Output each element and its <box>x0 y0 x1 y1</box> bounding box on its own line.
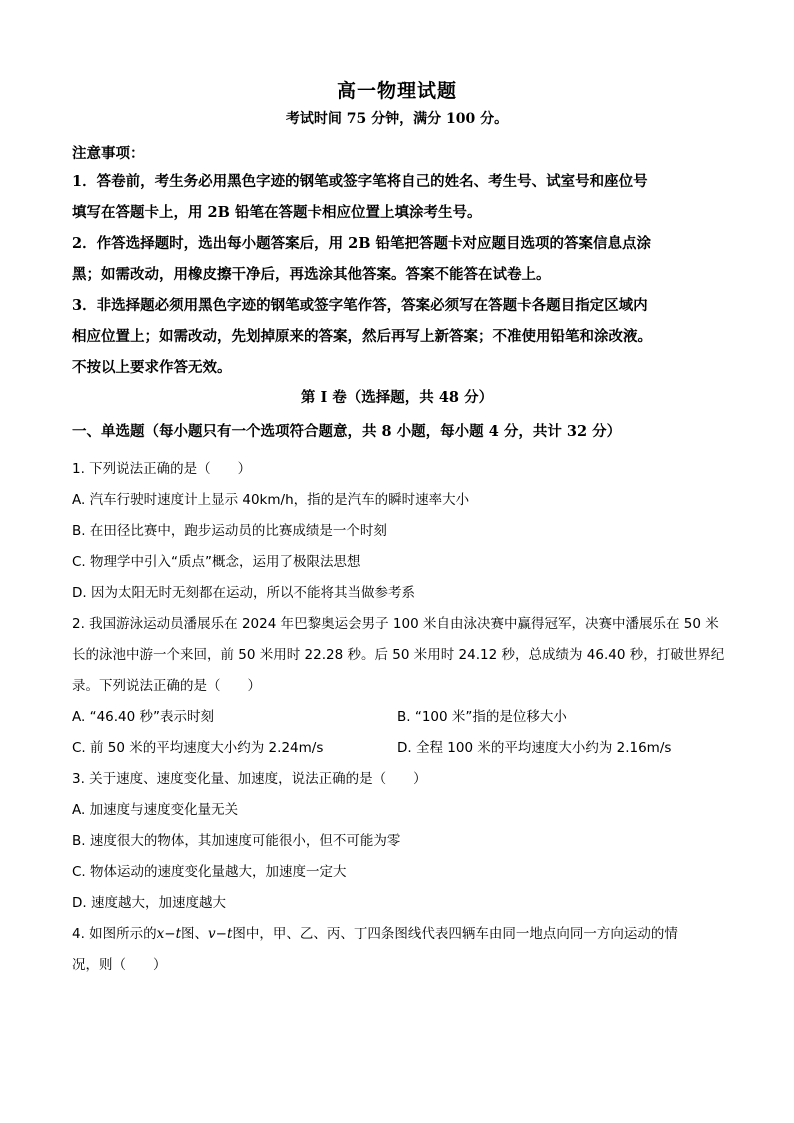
notice-list <box>72 166 732 383</box>
question-2-stem-line-1: 2. 我国游泳运动员潘展乐在 2024 年巴黎奥运会男子 100 米自由泳决赛中赢得冠军，决赛中潘展乐在 50 米 <box>72 616 719 632</box>
notice-item-3-line-3: 不按以上要求作答无效。 <box>72 359 232 376</box>
question-2-options-row-2 <box>72 733 732 764</box>
question-3-option-d: D. 速度越大，加速度越大 <box>72 895 226 911</box>
question-2-option-b: B. “100 米”指的是位移大小 <box>397 709 567 725</box>
notice-item-1-line-1: 1．答卷前，考生务必用黑色字迹的钢笔或签字笔将自己的姓名、考生号、试室号和座位号 <box>72 173 648 190</box>
section-title: 第 I 卷（选择题，共 48 分） <box>300 389 494 406</box>
question-1-option-d: D. 因为太阳无时无刻都在运动，所以不能将其当做参考系 <box>72 585 415 601</box>
question-4-mid-1: 图、 <box>181 926 209 942</box>
question-3-option-b: B. 速度很大的物体，其加速度可能很小，但不可能为零 <box>72 833 401 849</box>
question-1-stem: 1. 下列说法正确的是（ ） <box>72 461 252 477</box>
question-1-option-c: C. 物理学中引入“质点”概念，运用了极限法思想 <box>72 554 361 570</box>
notice-heading: 注意事项： <box>72 145 145 162</box>
notice-item-3-line-1: 3．非选择题必须用黑色字迹的钢笔或签字笔作答，答案必须写在答题卡各题目指定区域内 <box>72 297 648 314</box>
question-4-prefix: 4. 如图所示的 <box>72 926 157 942</box>
question-2-options-row-1 <box>72 702 732 733</box>
question-2-option-a: A. “46.40 秒”表示时刻 <box>72 709 215 725</box>
notice-item-2-line-2: 黑；如需改动，用橡皮擦干净后，再选涂其他答案。答案不能答在试卷上。 <box>72 266 551 283</box>
exam-info: 考试时间 75 分钟，满分 100 分。 <box>285 111 509 127</box>
section-subtitle: 一、单选题（每小题只有一个选项符合题意，共 8 小题，每小题 4 分，共计 32 分） <box>72 423 622 440</box>
notice-item-2-line-1: 2．作答选择题时，选出每小题答案后，用 2B 铅笔把答题卡对应题目选项的答案信息点涂 <box>72 235 652 252</box>
question-list <box>72 454 732 981</box>
question-4-stem-line-2: 况，则（ ） <box>72 957 167 973</box>
question-4-stem-line-1 <box>72 919 732 950</box>
question-4-xt-symbol: x−t <box>156 926 182 942</box>
notice-item-3-line-2: 相应位置上；如需改动，先划掉原来的答案，然后再写上新答案；不准使用铅笔和涂改液。 <box>72 328 652 345</box>
question-2-stem-line-2: 长的泳池中游一个来回，前 50 米用时 22.28 秒。后 50 米用时 24.12 秒，总成绩为 46.40 秒，打破世界纪 <box>72 647 725 663</box>
question-2-stem-line-3: 录。下列说法正确的是（ ） <box>72 678 261 694</box>
question-3-stem: 3. 关于速度、速度变化量、加速度，说法正确的是（ ） <box>72 771 427 787</box>
question-1-option-b: B. 在田径比赛中，跑步运动员的比赛成绩是一个时刻 <box>72 523 387 539</box>
question-2-option-d: D. 全程 100 米的平均速度大小约为 2.16m/s <box>397 740 672 756</box>
question-3-option-a: A. 加速度与速度变化量无关 <box>72 802 239 818</box>
question-4-vt-symbol: v−t <box>208 926 233 942</box>
question-4-mid-2: 图中，甲、乙、丙、丁四条图线代表四辆车由同一地点向同一方向运动的情 <box>232 926 678 942</box>
question-1-option-a: A. 汽车行驶时速度计上显示 40km/h，指的是汽车的瞬时速率大小 <box>72 492 470 508</box>
question-3-option-c: C. 物体运动的速度变化量越大，加速度一定大 <box>72 864 347 880</box>
notice-item-1-line-2: 填写在答题卡上，用 2B 铅笔在答题卡相应位置上填涂考生号。 <box>72 204 482 221</box>
page-title: 高一物理试题 <box>336 80 457 102</box>
question-2-option-c: C. 前 50 米的平均速度大小约为 2.24m/s <box>72 740 324 756</box>
